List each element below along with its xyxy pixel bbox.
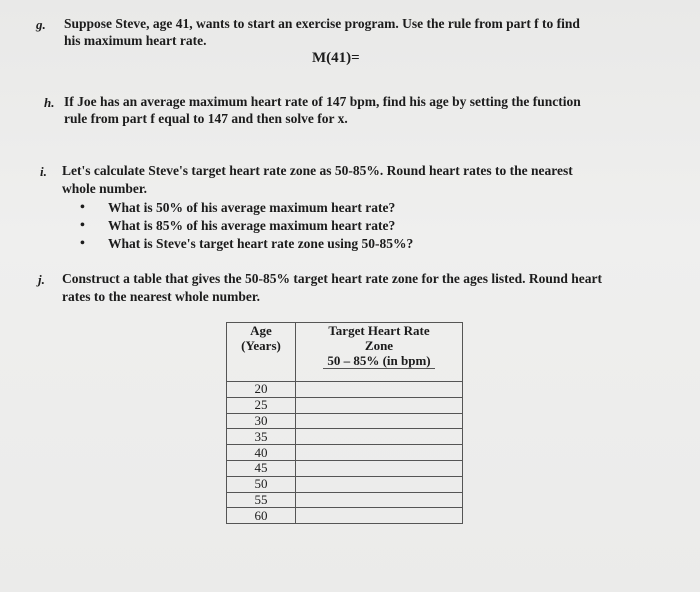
part-i-bullet-1 [80,199,396,216]
part-i-label: i. [40,164,47,179]
zone-cell[interactable] [296,476,463,492]
zone-cell[interactable] [296,382,463,398]
part-i-line2: whole number. [62,181,148,196]
part-i-bullet-3 [80,235,414,252]
zone-cell[interactable] [296,429,463,445]
part-h-line2: rule from part f equal to 147 and then solve for x. [64,111,348,126]
table-row [227,492,463,508]
zone-cell[interactable] [296,508,463,524]
part-g-line1: Suppose Steve, age 41, wants to start an exercise program. Use the rule from part f to find [64,16,580,31]
table-row [227,476,463,492]
table-row [227,397,463,413]
age-header-line2: (Years) [241,338,281,353]
table-row [227,429,463,445]
age-cell: 55 [227,492,296,508]
age-column-header [227,323,296,382]
part-j-label: j. [38,272,45,287]
zone-header-line2: Zone [364,338,394,353]
age-cell: 30 [227,413,296,429]
table-row [227,460,463,476]
age-cell: 45 [227,460,296,476]
part-g-formula: M(41)= [312,50,360,66]
age-cell: 35 [227,429,296,445]
bullet-dot-icon: • [80,218,85,233]
age-cell: 40 [227,445,296,461]
zone-cell[interactable] [296,413,463,429]
part-i-bullet-2 [80,217,396,234]
age-cell: 60 [227,508,296,524]
zone-header-line1: Target Heart Rate [328,323,430,338]
part-j-line2: rates to the nearest whole number. [62,289,260,304]
heart-rate-table [226,322,463,524]
target-zone-column-header [296,323,463,382]
age-header-line1: Age [250,323,272,338]
table-row [227,382,463,398]
age-cell: 20 [227,382,296,398]
part-j-line1: Construct a table that gives the 50-85% target heart rate zone for the ages listed. Round heart [62,271,603,286]
part-g-line2: his maximum heart rate. [64,33,207,48]
zone-cell[interactable] [296,445,463,461]
zone-cell[interactable] [296,460,463,476]
table-header-row [227,323,463,382]
part-i-bullet-2-text: What is 85% of his average maximum heart rate? [108,218,396,233]
zone-header-line3: 50 – 85% (in bpm) [323,353,434,369]
table-row [227,445,463,461]
part-i-bullet-3-text: What is Steve's target heart rate zone using 50-85%? [108,236,414,251]
age-cell: 50 [227,476,296,492]
bullet-dot-icon: • [80,200,85,215]
part-h-label: h. [44,95,55,110]
part-g-label: g. [36,17,46,32]
bullet-dot-icon: • [80,236,85,251]
table-row [227,508,463,524]
zone-cell[interactable] [296,397,463,413]
zone-cell[interactable] [296,492,463,508]
part-i-bullet-1-text: What is 50% of his average maximum heart rate? [108,200,396,215]
part-h-line1: If Joe has an average maximum heart rate of 147 bpm, find his age by setting the function [64,94,581,109]
table-row [227,413,463,429]
part-i-line1: Let's calculate Steve's target heart rate zone as 50-85%. Round heart rates to the nearest [62,163,573,178]
age-cell: 25 [227,397,296,413]
